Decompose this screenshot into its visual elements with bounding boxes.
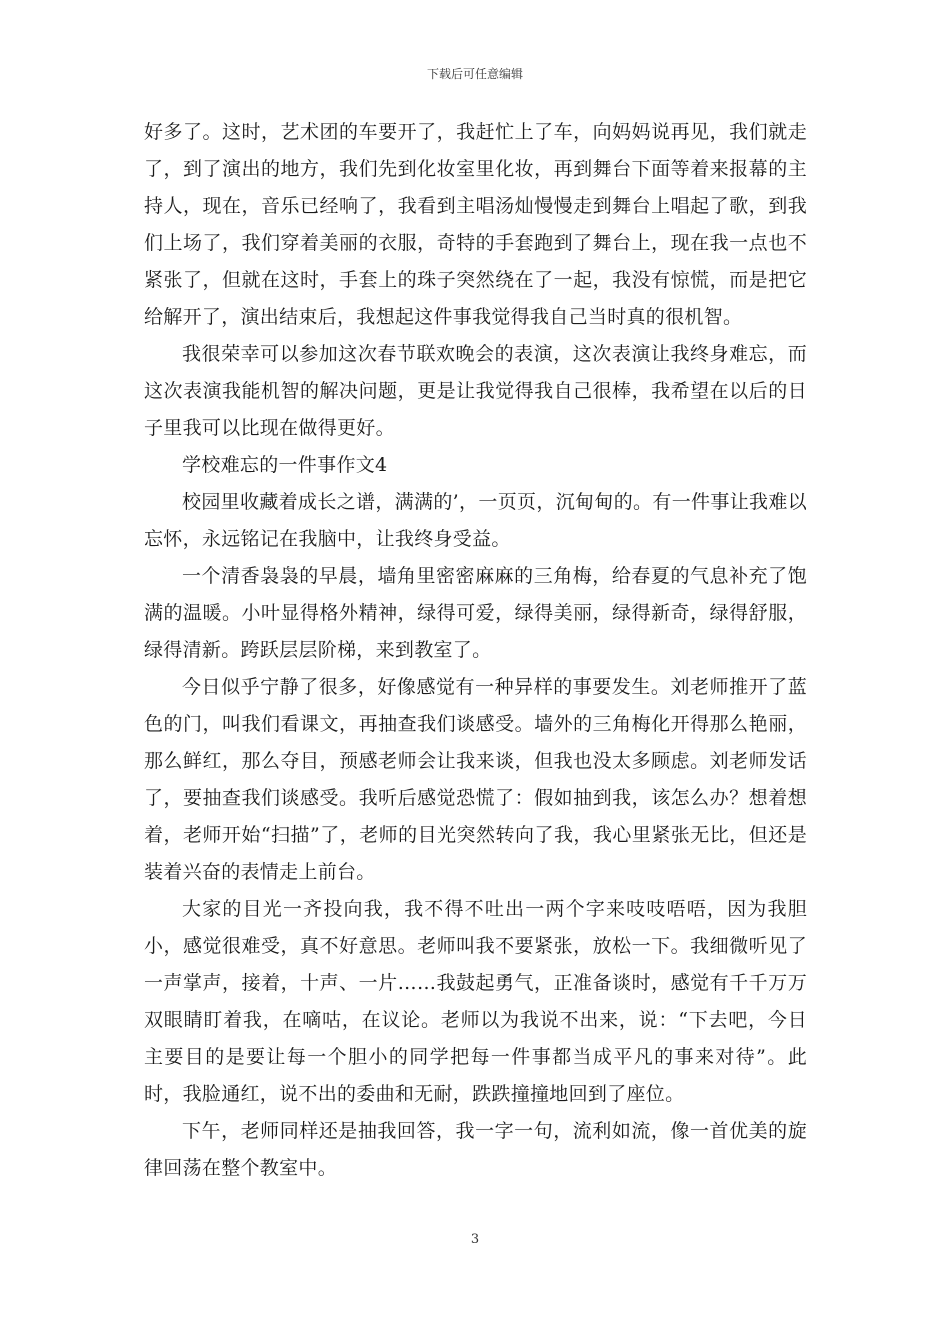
page-number: 3 xyxy=(470,1232,480,1247)
paragraph-3: 校园里收藏着成长之谱，满满的’，一页页，沉甸甸的。有一件事让我难以忘怀，永远铭记在我脑中，让我终身受益。 xyxy=(144,491,807,550)
paragraph-1: 好多了。这时，艺术团的车要开了，我赶忙上了车，向妈妈说再见，我们就走了，到了演出的地方，我们先到化妆室里化妆，再到舞台下面等着来报幕的主持人，现在，音乐已经响了，我看到主唱汤灿慢慢走到舞台上唱起了歌，到我们上场了，我们穿着美丽的衣服，奇特的手套跑到了舞台上，现在我一点也不紧张了，但就在这时，手套上的珠子突然绕在了一起，我没有惊慌，而是把它给解开了，演出结束后，我想起这件事我觉得我自己当时真的很机智。 xyxy=(144,121,807,328)
page-header: 下载后可任意编辑 xyxy=(426,67,523,81)
paragraph-6: 大家的目光一齐投向我，我不得不吐出一两个字来吱吱唔唔，因为我胆小，感觉很难受，真不好意思。老师叫我不要紧张，放松一下。我细微听见了一声掌声，接着，十声、一片……我鼓起勇气，正准备谈时，感觉有千千万万双眼睛盯着我，在嘀咕，在议论。老师以为我说不出来，说：“下去吧，今日主要目的是要让每一个胆小的同学把每一件事都当成平凡的事来对待”。此时，我脸通红，说不出的委曲和无耐，跌跌撞撞地回到了座位。 xyxy=(144,898,807,1105)
document-body xyxy=(144,114,807,1187)
section-heading: 学校难忘的一件事作文4 xyxy=(182,454,388,476)
paragraph-7: 下午，老师同样还是抽我回答，我一字一句，流利如流，像一首优美的旋律回荡在整个教室中。 xyxy=(144,1120,807,1179)
paragraph-5: 今日似乎宁静了很多，好像感觉有一种异样的事要发生。刘老师推开了蓝色的门，叫我们看课文，再抽查我们谈感受。墙外的三角梅化开得那么艳丽，那么鲜红，那么夺目，预感老师会让我来谈，但我也没太多顾虑。刘老师发话了，要抽查我们谈感受。我听后感觉恐慌了：假如抽到我，该怎么办？想着想着，老师开始“扫描”了，老师的目光突然转向了我，我心里紧张无比，但还是装着兴奋的表情走上前台。 xyxy=(144,676,807,883)
paragraph-4: 一个清香袅袅的早晨，墙角里密密麻麻的三角梅，给春夏的气息补充了饱满的温暖。小叶显得格外精神，绿得可爱，绿得美丽，绿得新奇，绿得舒服，绿得清新。跨跃层层阶梯，来到教室了。 xyxy=(144,565,807,661)
paragraph-2: 我很荣幸可以参加这次春节联欢晚会的表演，这次表演让我终身难忘，而这次表演我能机智的解决问题，更是让我觉得我自己很棒，我希望在以后的日子里我可以比现在做得更好。 xyxy=(144,343,807,439)
